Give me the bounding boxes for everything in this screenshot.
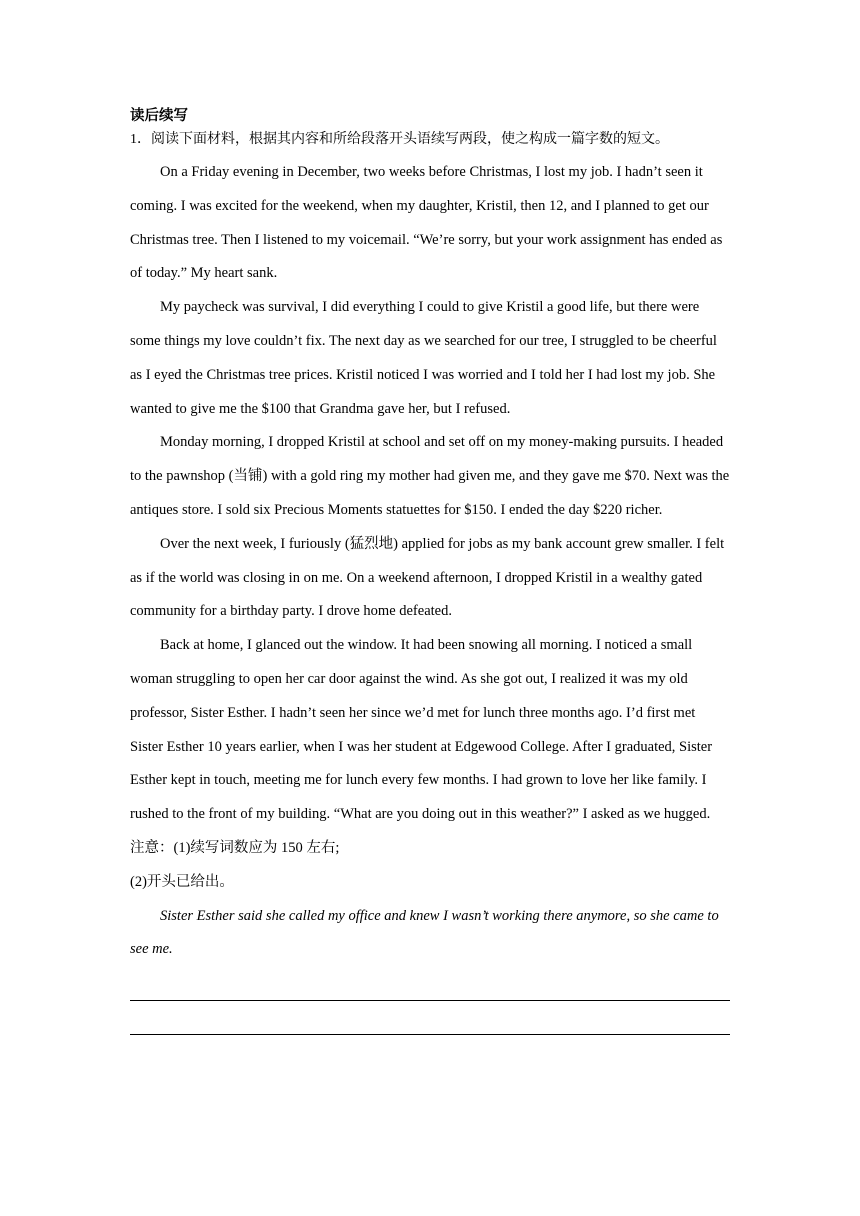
story-paragraph-5: Back at home, I glanced out the window. It had been snowing all morning. I noticed a small woman struggling to open her car door against the wind. As she got out, I realized it was my old professor, Sister Esther. I hadn’t seen her since we’d met for lunch three months ago. I’d first met Sister Esther 10 years earlier, when I was her student at Edgewood College. After I graduated, Sister Esther kept in touch, meeting me for lunch every few months. I had grown to love her like family. I rushed to the front of my building. “What are you doing out in this weather?” I asked as we hugged. <box>130 637 713 823</box>
section-title: 读后续写 <box>130 108 188 124</box>
continuation-starter: Sister Esther said she called my office and knew I wasn’t working there anymore, so she came to see me. <box>130 907 719 958</box>
worksheet-page <box>130 104 730 1035</box>
answer-line-1[interactable] <box>130 967 730 1001</box>
answer-line-2[interactable] <box>130 1001 730 1035</box>
note-word-count: 注意：(1)续写词数应为 150 左右; <box>130 839 340 856</box>
note-opening-given: (2)开头已给出。 <box>130 873 234 890</box>
story-paragraph-2: My paycheck was survival, I did everything I could to give Kristil a good life, but there were some things my love couldn’t fix. The next day as we searched for our tree, I struggled to be cheerful as I eyed the Christmas tree prices. Kristil noticed I was worried and I told her I had lost my job. She wanted to give me the $100 that Grandma gave her, but I refused. <box>130 299 717 417</box>
story-paragraph-1: On a Friday evening in December, two weeks before Christmas, I lost my job. I hadn’t seen it coming. I was excited for the weekend, when my daughter, Kristil, then 12, and I planned to get our Christmas tree. Then I listened to my voicemail. “We’re sorry, but your work assignment has ended as of today.” My heart sank. <box>130 164 723 282</box>
story-paragraph-4: Over the next week, I furiously (猛烈地) applied for jobs as my bank account grew smaller. I felt as if the world was closing in on me. On a weekend afternoon, I dropped Kristil in a wealthy gated community for a birthday party. I drove home defeated. <box>130 535 725 620</box>
story-paragraph-3: Monday morning, I dropped Kristil at school and set off on my money-making pursuits. I headed to the pawnshop (当铺) with a gold ring my mother had given me, and they gave me $70. Next was the antiques store. I sold six Precious Moments statuettes for $150. I ended the day $220 richer. <box>130 434 730 518</box>
question-prompt: 1．阅读下面材料，根据其内容和所给段落开头语续写两段，使之构成一篇字数的短文。 <box>130 132 669 147</box>
